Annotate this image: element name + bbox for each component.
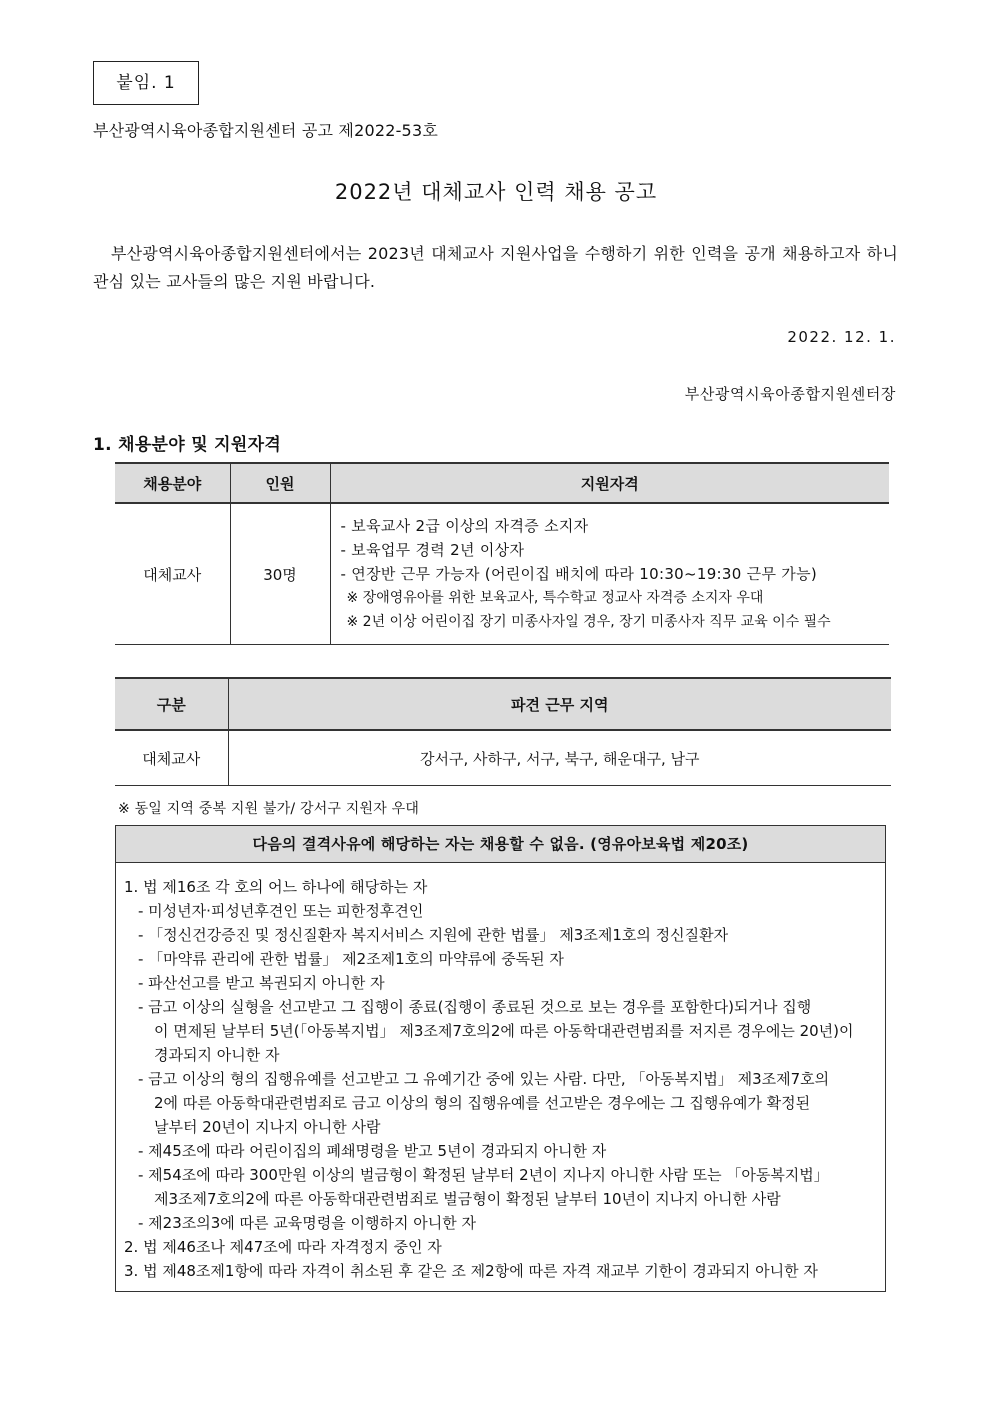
notice-date: 2022. 12. 1.: [787, 328, 896, 346]
table-row: [115, 503, 889, 645]
table-header-row: [115, 678, 891, 730]
list-item-continued: 날부터 20년이 지나지 아니한 사람: [154, 1118, 381, 1136]
regions-cell: 강서구, 사하구, 서구, 북구, 해운대구, 남구: [228, 730, 891, 786]
qualification-cell: [330, 503, 889, 645]
issuing-organization: 부산광역시육아종합지원센터장: [684, 385, 896, 403]
list-item-continued: 이 면제된 날부터 5년(「아동복지법」 제3조제7호의2에 따른 아동학대관련범죄를 저지른 경우에는 20년)이: [154, 1022, 854, 1040]
category-cell: 대체교사: [115, 730, 228, 786]
header-qualification: 지원자격: [330, 463, 889, 503]
preference-note: ※ 장애영유아를 위한 보육교사, 특수학교 정교사 자격증 소지자 우대: [346, 590, 764, 606]
table-row: [115, 730, 891, 786]
list-item: - 제45조에 따라 어린이집의 폐쇄명령을 받고 5년이 경과되지 아니한 자: [138, 1142, 607, 1160]
notice-number: 부산광역시육아종합지원센터 공고 제2022-53호: [93, 121, 438, 140]
disqualification-box: [115, 825, 886, 1292]
qualification-item: - 보육교사 2급 이상의 자격증 소지자: [340, 517, 589, 535]
list-item: - 미성년자·피성년후견인 또는 피한정후견인: [138, 902, 424, 920]
list-item: - 금고 이상의 형의 집행유예를 선고받고 그 유예기간 중에 있는 사람. 다만, 「아동복지법」 제3조제7호의: [138, 1070, 830, 1088]
list-item: - 금고 이상의 실형을 선고받고 그 집행이 종료(집행이 종료된 것으로 보는 경우를 포함한다)되거나 집행: [138, 998, 812, 1016]
list-item: 1. 법 제16조 각 호의 어느 하나에 해당하는 자: [124, 878, 428, 896]
list-item-continued: 제3조제7호의2에 따른 아동학대관련범죄로 벌금형이 확정된 날부터 10년이 지나지 아니한 사람: [154, 1190, 781, 1208]
qualification-item: - 연장반 근무 가능자 (어린이집 배치에 따라 10:30~19:30 근무 가능): [340, 565, 818, 583]
intro-paragraph: 부산광역시육아종합지원센터에서는 2023년 대체교사 지원사업을 수행하기 위한 인력을 공개 채용하고자 하니 관심 있는 교사들의 많은 지원 바랍니다.: [93, 244, 898, 291]
header-count: 인원: [230, 463, 330, 503]
section-title: 1. 채용분야 및 지원자격: [93, 435, 282, 455]
list-item: - 「마약류 관리에 관한 법률」 제2조제1호의 마약류에 중독된 자: [138, 950, 564, 968]
list-item: - 파산선고를 받고 복권되지 아니한 자: [138, 974, 385, 992]
list-item: - 제23조의3에 따른 교육명령을 이행하지 아니한 자: [138, 1214, 476, 1232]
table-header-row: [115, 463, 889, 503]
disqualification-header: 다음의 결격사유에 해당하는 자는 채용할 수 없음. (영유아보육법 제20조): [116, 826, 885, 863]
list-item: 2. 법 제46조나 제47조에 따라 자격정지 중인 자: [124, 1238, 442, 1256]
list-item-continued: 2에 따른 아동학대관련범죄로 금고 이상의 형의 집행유예를 선고받은 경우에는 그 집행유예가 확정된: [154, 1094, 811, 1112]
disqualification-list: [116, 863, 885, 1283]
requirement-note: ※ 2년 이상 어린이집 장기 미종사자일 경우, 장기 미종사자 직무 교육 이수 필수: [346, 614, 831, 630]
list-item-continued: 경과되지 아니한 자: [154, 1046, 280, 1064]
page-title: 2022년 대체교사 인력 채용 공고: [334, 180, 658, 204]
count-cell: 30명: [230, 503, 330, 645]
list-item: - 「정신건강증진 및 정신질환자 복지서비스 지원에 관한 법률」 제3조제1호의 정신질환자: [138, 926, 729, 944]
field-cell: 대체교사: [115, 503, 230, 645]
list-item: - 제54조에 따라 300만원 이상의 벌금형이 확정된 날부터 2년이 지나지 아니한 사람 또는 「아동복지법」: [138, 1166, 829, 1184]
list-item: 3. 법 제48조제1항에 따라 자격이 취소된 후 같은 조 제2항에 따른 자격 재교부 기한이 경과되지 아니한 자: [124, 1262, 818, 1280]
region-table: [115, 677, 891, 786]
attachment-label: 붙임. 1: [93, 61, 199, 105]
header-category: 구분: [115, 678, 228, 730]
header-field: 채용분야: [115, 463, 230, 503]
header-region: 파견 근무 지역: [228, 678, 891, 730]
footnote: ※ 동일 지역 중복 지원 불가/ 강서구 지원자 우대: [118, 801, 420, 817]
qualification-item: - 보육업무 경력 2년 이상자: [340, 541, 525, 559]
recruitment-table: [115, 462, 889, 645]
